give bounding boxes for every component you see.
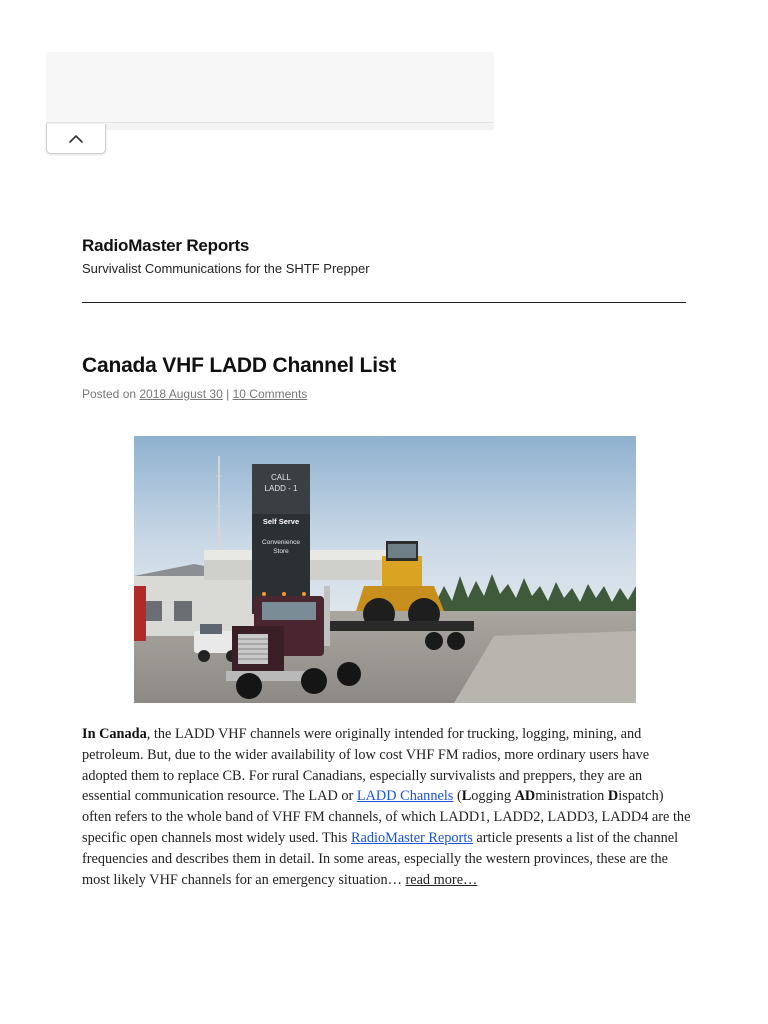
meta-separator: | [222, 387, 233, 401]
excerpt-text-2: ( [453, 788, 462, 805]
acronym-rest-2: ministration [535, 788, 608, 805]
post-date-link[interactable]: 2018 August 30 [139, 387, 223, 401]
radiomaster-reports-link[interactable]: RadioMaster Reports [350, 829, 473, 846]
panel-toggle-button[interactable] [46, 124, 106, 154]
featured-image[interactable] [134, 436, 636, 703]
post-excerpt [82, 724, 692, 890]
acronym-rest-3: ispatch) often refers to the whole band of VHF FM channels, of which LADD1, LADD2, LADD3, LADD4 are the specific open channels most widely used. This [82, 788, 691, 846]
acronym-rest-1: ogging [471, 788, 515, 805]
lead-bold-text: In Canada [82, 726, 147, 742]
excerpt-text-3: article presents a list of the channel frequencies and describes them in detail. In some areas, especially the western provinces, these are the most likely VHF channels for an emergency situation… [82, 829, 679, 888]
acronym-l: L [461, 788, 472, 805]
top-panel-shadow [46, 123, 494, 130]
sign-line-ladd: LADD - 1 [264, 484, 298, 493]
sign-line-convenience: Convenience [262, 539, 300, 546]
read-more-link[interactable]: read more… [405, 871, 478, 888]
site-header [82, 236, 686, 277]
header-divider [82, 302, 686, 303]
excerpt-text-1: , the LADD VHF channels were originally intended for trucking, logging, mining, and petroleum. But, due to the wider availability of low cost VHF FM radios, more ordinary users have adopted them to replace CB. For rural Canadians, especially survivalists and preppers, they are an essential communication resource. The LAD or [82, 726, 650, 805]
sign-line-call: CALL [270, 473, 292, 482]
comments-link[interactable]: 10 Comments [232, 387, 308, 401]
acronym-ad: AD [514, 788, 536, 805]
sign-line-store: Store [273, 548, 289, 555]
chevron-up-icon [68, 134, 84, 144]
ladd-channels-link[interactable]: LADD Channels [356, 788, 454, 805]
post-title[interactable]: Canada VHF LADD Channel List [82, 354, 397, 377]
post-meta [82, 386, 307, 402]
posted-on-label: Posted on [82, 387, 140, 401]
site-title[interactable]: RadioMaster Reports [82, 236, 250, 255]
top-panel [46, 52, 494, 123]
acronym-d: D [607, 788, 619, 805]
sign-line-self-serve: Self Serve [262, 517, 300, 526]
site-tagline: Survivalist Communications for the SHTF Prepper [82, 261, 370, 276]
